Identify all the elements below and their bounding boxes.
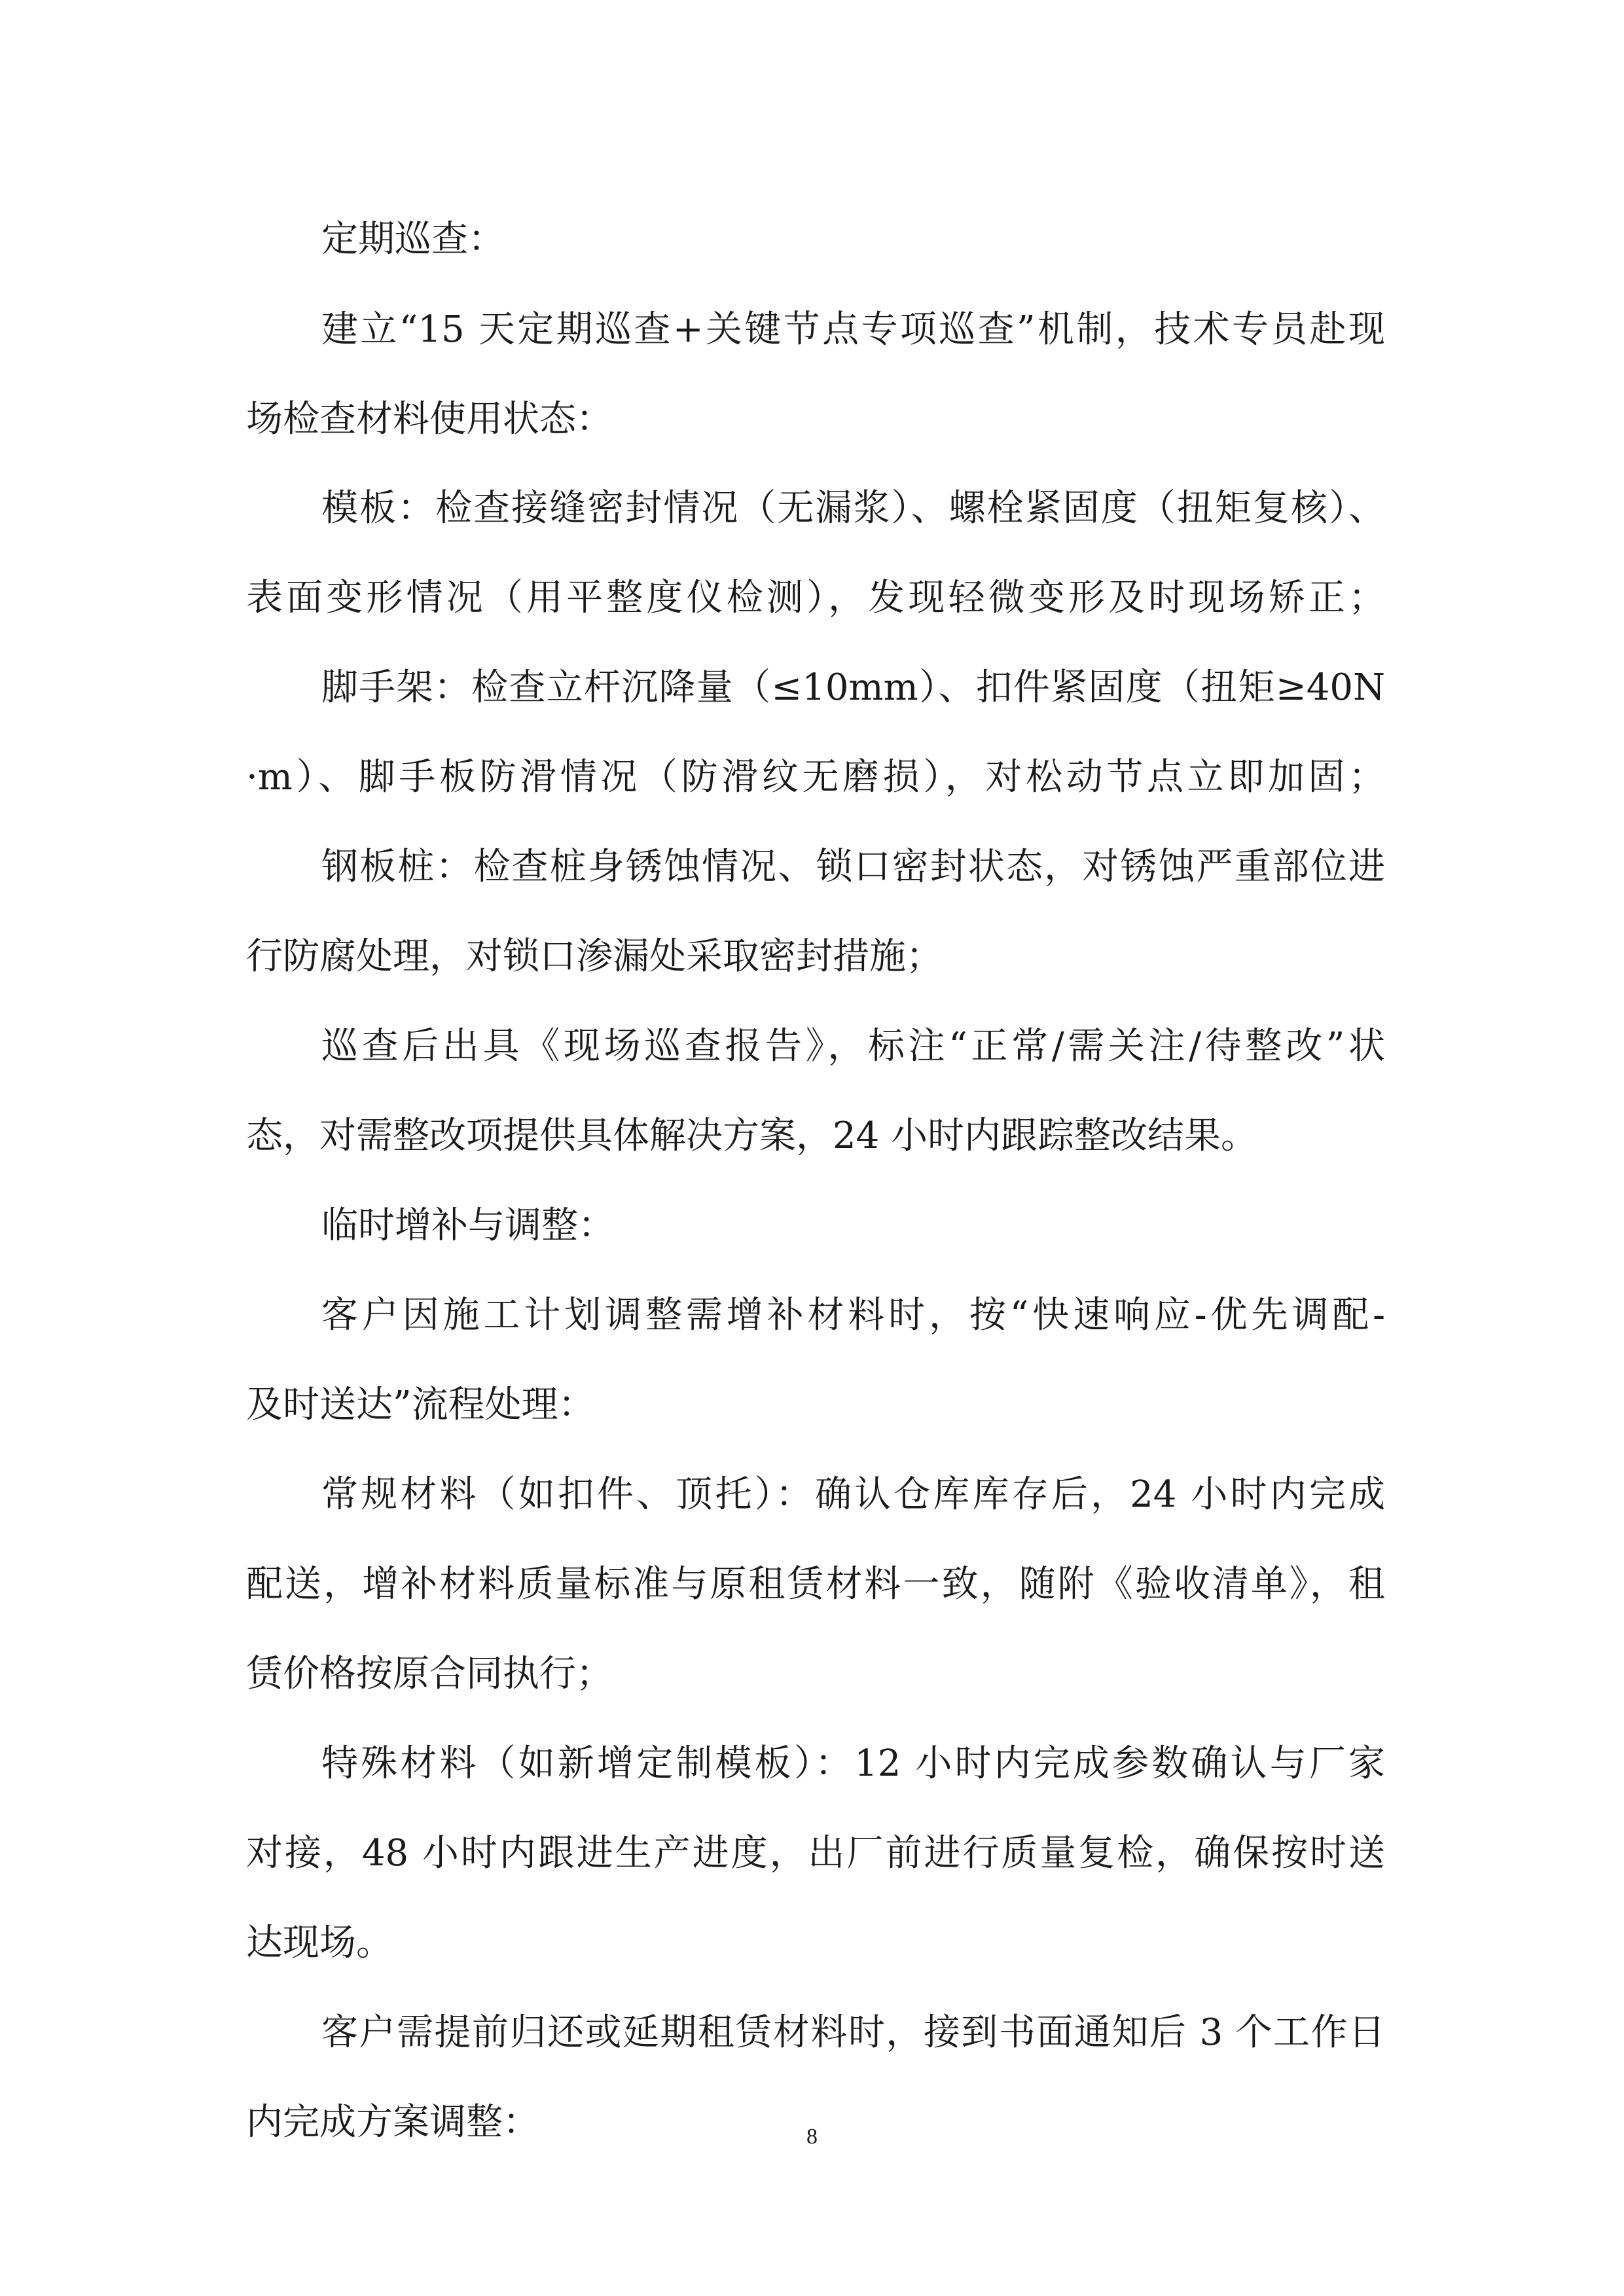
paragraph-line: 场检查材料使用状态： [246,398,613,440]
paragraph-line: 客户因施工计划调整需增补材料时，按“快速响应-优先调配- [321,1294,1385,1336]
paragraph-line: 常规材料（如扣件、顶托）：确认仓库库存后，24 小时内完成 [321,1473,1385,1516]
paragraph-line: 态，对需整改项提供具体解决方案，24 小时内跟踪整改结果。 [246,1115,1258,1157]
heading-temporary-supplement: 临时增补与调整： [321,1204,615,1247]
paragraph-line: 及时送达”流程处理： [246,1384,595,1426]
paragraph-line: 模板：检查接缝密封情况（无漏浆）、螺栓紧固度（扭矩复核）、 [321,487,1385,529]
paragraph-line: 表面变形情况（用平整度仪检测），发现轻微变形及时现场矫正； [246,577,1385,619]
paragraph-line: 脚手架：检查立杆沉降量（≤10mm）、扣件紧固度（扭矩≥40N [321,666,1385,709]
paragraph-line: 行防腐处理，对锁口渗漏处采取密封措施； [246,935,943,978]
page-number: 8 [806,2125,818,2149]
paragraph-line: 钢板桩：检查桩身锈蚀情况、锁口密封状态，对锈蚀严重部位进 [321,846,1385,888]
paragraph-line: 内完成方案调整： [246,2101,539,2144]
paragraph-line: 巡查后出具《现场巡查报告》，标注“正常/需关注/待整改”状 [321,1025,1385,1067]
paragraph-line: 特殊材料（如新增定制模板）：12 小时内完成参数确认与厂家 [321,1742,1385,1785]
paragraph-line: 对接，48 小时内跟进生产进度，出厂前进行质量复检，确保按时送 [246,1832,1385,1874]
paragraph-line: ·m）、脚手板防滑情况（防滑纹无磨损），对松动节点立即加固； [246,756,1385,798]
paragraph-line: 客户需提前归还或延期租赁材料时，接到书面通知后 3 个工作日 [321,2011,1385,2054]
paragraph-line: 建立“15 天定期巡查+关键节点专项巡查”机制，技术专员赴现 [321,308,1385,351]
paragraph-line: 达现场。 [246,1922,393,1964]
paragraph-line: 赁价格按原合同执行； [246,1653,613,1695]
paragraph-line: 配送，增补材料质量标准与原租赁材料一致，随附《验收清单》，租 [246,1563,1385,1605]
heading-periodic-inspection: 定期巡查： [321,218,505,260]
